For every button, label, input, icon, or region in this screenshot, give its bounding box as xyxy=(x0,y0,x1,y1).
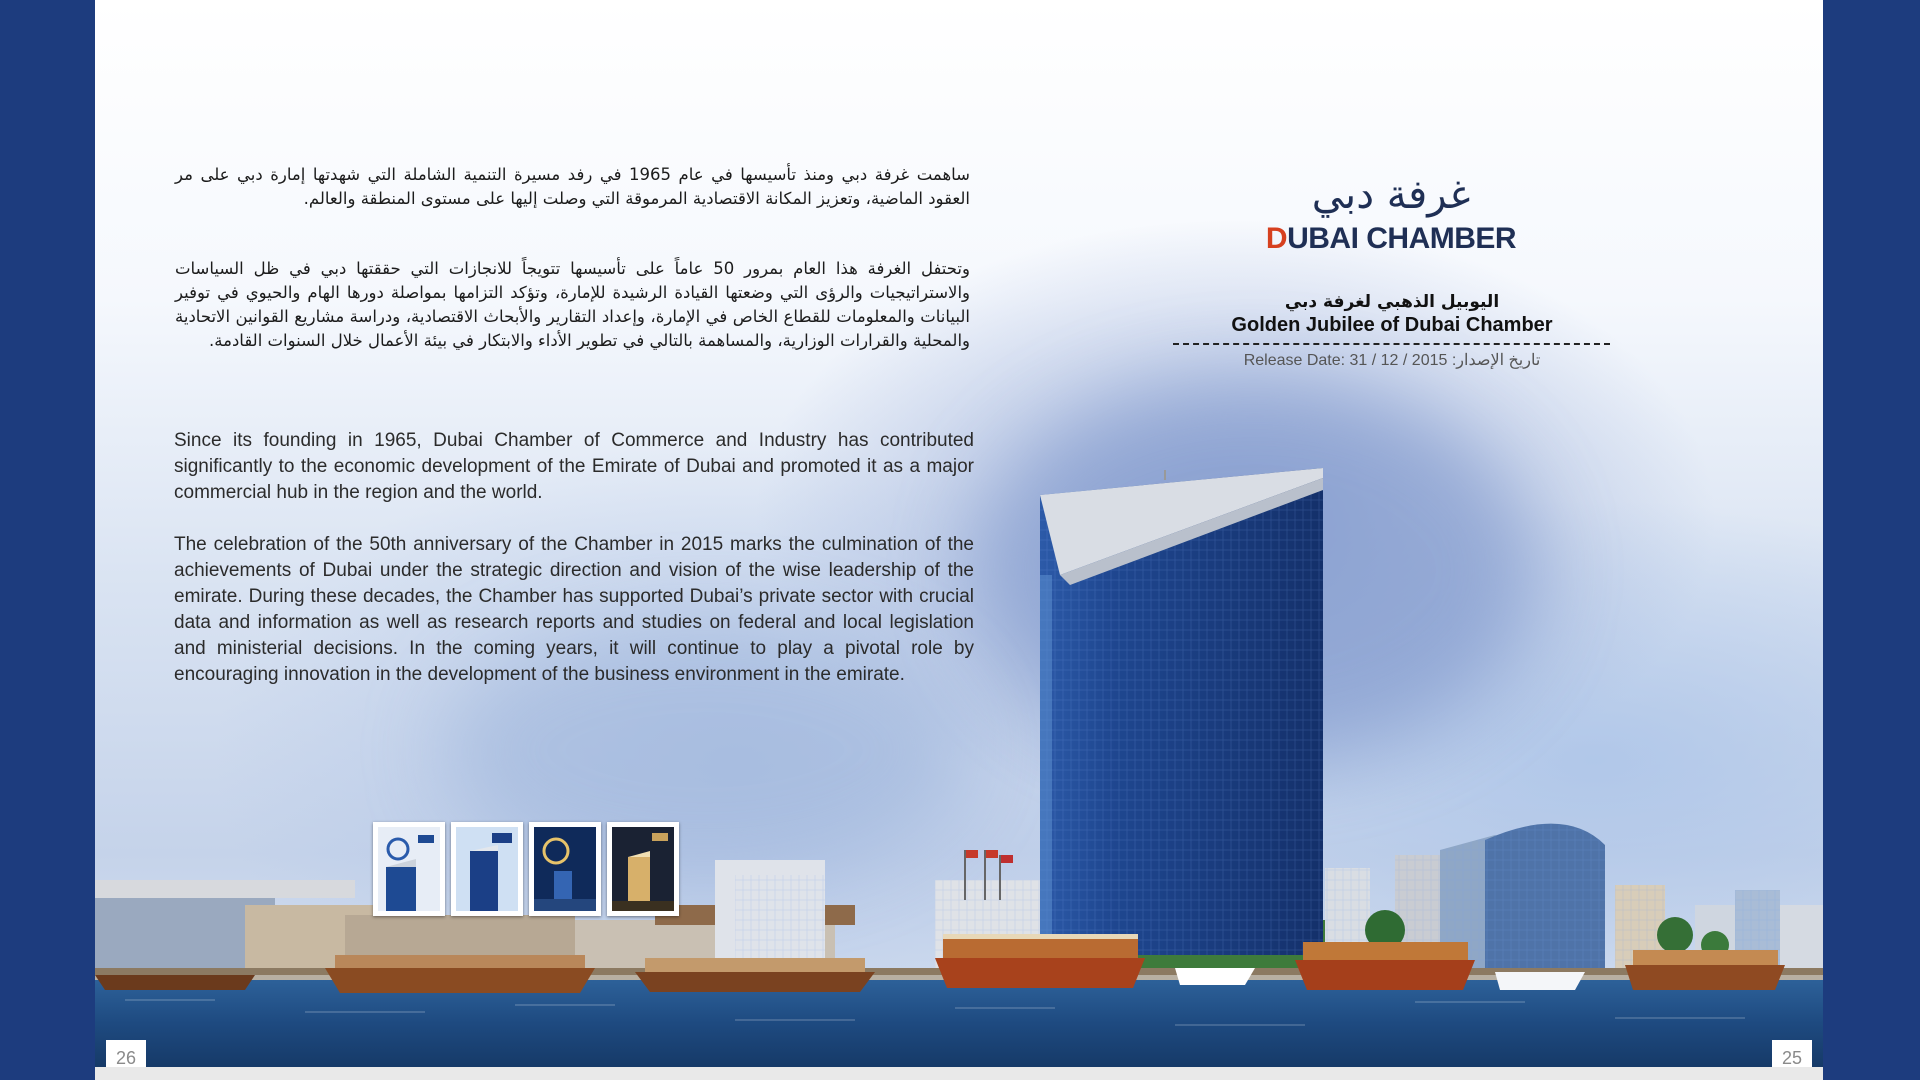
arabic-paragraph-1: ساهمت غرفة دبي ومنذ تأسيسها في عام 1965 في رفد مسيرة التنمية الشاملة التي شهدتها إمارة دبي على مر العقود الماضية، وتعزيز المكانة الاقتصادية المرموقة التي وصلت إليها على مستوى المنطقة والعالم. xyxy=(175,165,970,208)
english-paragraph-2: The celebration of the 50th anniversary of the Chamber in 2015 marks the culmination of the achievements of Dubai under the strategic direction and vision of the wise leadership of the emirate. During these decades, the Chamber has supported Dubai’s private sector with crucial data and information as well as research reports and studies on federal and local legislation and ministerial decisions. In the coming years, it will continue to play a pivotal role by encouraging innovation in the development of the business environment in the emirate. xyxy=(174,534,974,685)
dubai-chamber-tower xyxy=(1040,468,1323,955)
logo-mark: D xyxy=(1265,222,1288,255)
creek-water xyxy=(95,980,1823,1067)
page-number-right: 25 xyxy=(1772,1040,1812,1067)
bottom-strip xyxy=(95,1067,1823,1080)
brochure-spread xyxy=(95,0,1823,1067)
title-english: Golden Jubilee of Dubai Chamber xyxy=(1231,314,1553,336)
arabic-paragraph-2: وتحتفل الغرفة هذا العام بمرور 50 عاماً على تأسيسها تتويجاً للانجازات التي حققتها دبي في ظل السياسات والاستراتيجيات والرؤى التي وضعتها القيادة الرشيدة للإمارة، وتؤكد التزامها بمواصلة دورها الهام والحيوي في توفير البيانات والمعلومات للقطاع الخاص في الإمارة، وإعداد التقارير والأبحاث الاقتصادية، ودراسة مشاريع القوانين الاتحادية والمحلية والقرارات الوزارية، والمساهمة بالتالي في تطوير الأداء والابتكار في بيئة الأعمال خلال السنوات القادمة. xyxy=(175,259,970,350)
stamp-2 xyxy=(451,822,523,916)
page-number-left: 26 xyxy=(106,1040,146,1067)
stamp-4 xyxy=(607,822,679,916)
stamp-1 xyxy=(373,822,445,916)
english-paragraph-1: Since its founding in 1965, Dubai Chamber of Commerce and Industry has contributed significantly to the economic development of the Emirate of Dubai and promoted it as a major commercial hub in the region and the world. xyxy=(174,430,974,503)
stamp-3 xyxy=(529,822,601,916)
dubai-creek-scene xyxy=(95,0,1823,1067)
logo-wordmark: UBAI CHAMBER xyxy=(1287,222,1517,255)
title-arabic: اليوبيل الذهبي لغرفة دبي xyxy=(1284,292,1500,312)
release-date: Release Date: 31 / 12 / 2015 :تاريخ الإصدار xyxy=(1243,352,1541,369)
logo-arabic: غرفة دبي xyxy=(1311,172,1471,218)
